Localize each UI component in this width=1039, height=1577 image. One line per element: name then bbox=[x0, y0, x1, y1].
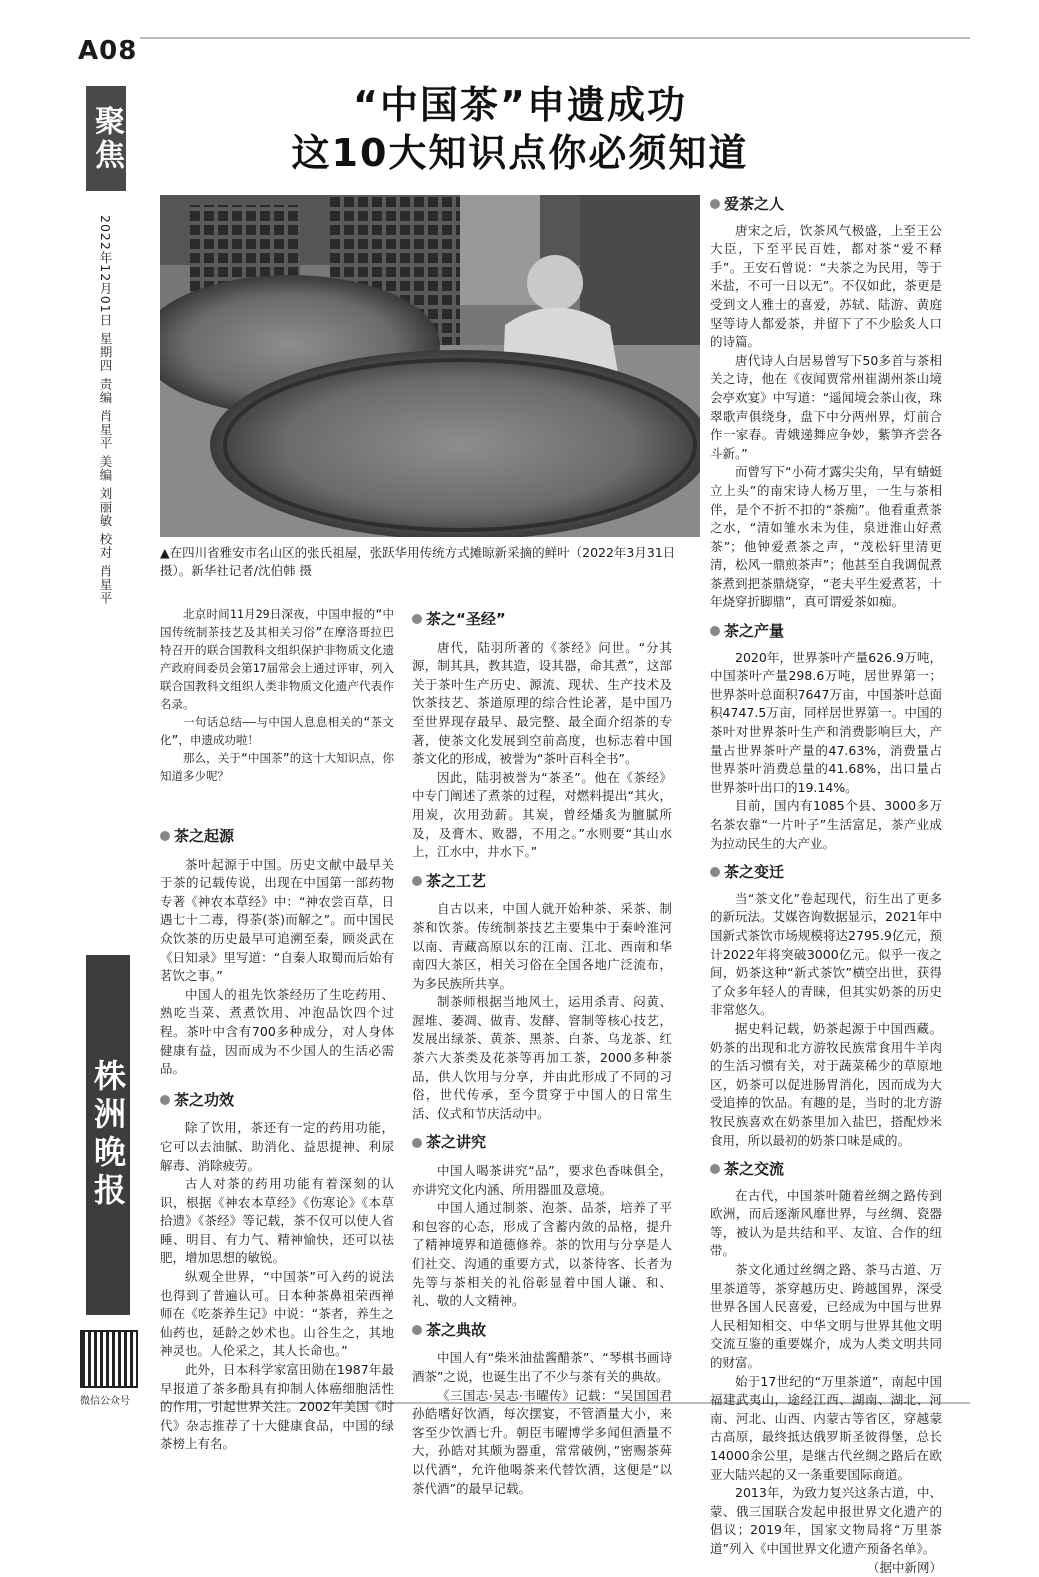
body-paragraph: 《三国志·吴志·韦曜传》记载：“吴国国君孙皓嗜好饮酒，每次摆宴，不管酒量大小，来客至少饮酒七升。朝臣韦曜博学多闻但酒量不大，孙皓对其颇为器重，常常破例，”密赐茶荈以代酒“，允许他喝茶来代替饮酒，这便是“以茶代酒”的最早记载。 bbox=[412, 1387, 672, 1496]
section-heading: 茶之讲究 bbox=[412, 1133, 672, 1152]
column-2 bbox=[412, 610, 672, 1498]
qr-label: 微信公众号 bbox=[80, 1396, 130, 1407]
intro-paragraph: 那么，关于“中国茶”的这十大知识点，你知道多少呢？ bbox=[160, 751, 394, 783]
body-paragraph: 唐代，陆羽所著的《茶经》问世。“分其源，制其具，教其造，设其器，命其煮”，这部关于茶叶生产历史、源流、现状、生产技术及饮茶技艺、茶道原理的综合性论著，是中国乃至世界现存最早、最完整、最全面介绍茶的专著，使茶文化发展到空前高度，也标志着中国茶文化的形成，被誉为“茶叶百科全书”。 bbox=[412, 639, 672, 767]
page-number: A08 bbox=[78, 36, 138, 66]
body-paragraph: 中国人通过制茶、泡茶、品茶，培养了平和包容的心态，形成了含蓄内敛的品格，提升了精神境界和道德修养。茶的饮用与分享是人们社交、沟通的重要方式，以茶待客、长者为先等与茶相关的礼俗彰显着中国人谦、和、礼、敬的人文精神。 bbox=[412, 1200, 672, 1309]
intro-paragraph: 北京时间11月29日深夜，中国申报的“中国传统制茶技艺及其相关习俗”在摩洛哥拉巴特召开的联合国教科文组织保护非物质文化遗产政府间委员会第17届常会上通过评审，列入联合国教科文组织人类非物质文化遗产代表作名录。 bbox=[160, 607, 394, 711]
section-heading: 茶之典故 bbox=[412, 1321, 672, 1340]
body-paragraph: 中国人的祖先饮茶经历了生吃药用、熟吃当菜、煮煮饮用、冲泡品饮四个过程。茶叶中含有700多种成分，对人身体健康有益，因而成为不少国人的生活必需品。 bbox=[160, 986, 394, 1077]
body-paragraph: 此外，日本科学家富田勋在1987年最早报道了茶多酚具有抑制人体癌细胞活性的作用，引起世界关注。2002年美国《时代》杂志推荐了十大健康食品，中国的绿茶榜上有名。 bbox=[160, 1362, 394, 1452]
newspaper-logo: 株洲晚报 bbox=[86, 955, 130, 1315]
bullet-dot-icon bbox=[412, 1138, 422, 1148]
bullet-dot-icon bbox=[412, 876, 422, 886]
body-paragraph: 而曾写下“小荷才露尖尖角，早有蜻蜓立上头”的南宋诗人杨万里，一生与茶相伴，是个不折不扣的“茶痴”。他看重煮茶之水，“清如雏水未为佳，泉迸淮山好煮茶”；他钟爱煮茶之声，“茂松轩里清更清，松风一鼎煎茶声”；他甚至自我调侃煮茶煮到把茶鼎烧穿，“老夫平生爱煮茗，十年烧穿折脚鼎”，真可谓爱茶如痴。 bbox=[710, 464, 942, 610]
body-paragraph: 据史料记载，奶茶起源于中国西藏。奶茶的出现和北方游牧民族常食用牛羊肉的生活习惯有关，对于蔬菜稀少的草原地区，奶茶可以促进肠胃消化，因而成为大受追捧的饮品。有趣的是，当时的北方游牧民族喜欢在奶茶里加入盐巴，搭配炒米食用，所以最初的奶茶口味是咸的。 bbox=[710, 1020, 942, 1148]
qr-code-icon[interactable] bbox=[80, 1330, 138, 1388]
photo-caption: ▲在四川省雅安市名山区的张氏祖屋，张跃华用传统方式摊晾新采摘的鲜叶（2022年3月31日摄）。新华社记者/沈伯韩 摄 bbox=[160, 545, 676, 578]
bullet-dot-icon bbox=[412, 614, 422, 624]
section-heading: 茶之产量 bbox=[710, 622, 942, 641]
body-paragraph: 在古代，中国茶叶随着丝绸之路传到欧洲，而后逐渐风靡世界，与丝绸、瓷器等，被认为是共结和平、友谊、合作的纽带。 bbox=[710, 1187, 942, 1259]
section-heading: 茶之功效 bbox=[160, 1091, 394, 1110]
body-paragraph: 茶文化通过丝绸之路、茶马古道、万里茶道等，茶穿越历史、跨越国界，深受世界各国人民喜爱，已经成为中国与世界人民相知相交、中华文明与世界其他文明交流互鉴的重要媒介，成为人类文明共同的财富。 bbox=[710, 1262, 942, 1371]
body-paragraph: 唐宋之后，饮茶风气极盛，上至王公大臣，下至平民百姓，都对茶“爱不释手”。王安石曾说：“夫茶之为民用，等于米盐，不可一日以无”。不仅如此，茶更是受到文人雅士的喜爱，苏轼、陆游、黄庭坚等诗人都爱茶，并留下了不少脍炙人口的诗篇。 bbox=[710, 222, 942, 350]
body-paragraph: 古人对茶的药用功能有着深刻的认识，根据《神农本草经》《伤寒论》《本草拾遗》《茶经》等记载，茶不仅可以使人省睡、明目、有力气、精神愉快，还可以祛肥，增加思想的敏锐。 bbox=[160, 1176, 394, 1266]
section-heading: 爱茶之人 bbox=[710, 195, 942, 214]
body-paragraph: 中国人有“柴米油盐酱醋茶”、“琴棋书画诗酒茶”之说，也诞生出了不少与茶有关的典故。 bbox=[412, 1350, 672, 1384]
body-paragraph: 纵观全世界，“中国茶”可入药的说法也得到了普遍认可。日本种茶鼻祖荣西禅师在《吃茶养生记》中说：“茶者，养生之仙药也，延龄之妙术也。山谷生之，其地神灵也。人伦采之，其人长命也。” bbox=[160, 1269, 394, 1359]
source-note: （据中新网） bbox=[866, 1559, 942, 1575]
bullet-dot-icon bbox=[710, 626, 720, 636]
body-paragraph: 2013年，为致力复兴这条古道，中、蒙、俄三国联合发起申报世界文化遗产的倡议；2019年，国家文物局将“万里茶道”列入《中国世界文化遗产预备名单》。 bbox=[710, 1485, 942, 1556]
body-paragraph: 自古以来，中国人就开始种茶、采茶、制茶和饮茶。传统制茶技艺主要集中于秦岭淮河以南、青藏高原以东的江南、江北、西南和华南四大茶区，相关习俗在全国各地广泛流布，为多民族所共享。 bbox=[412, 901, 672, 991]
bullet-dot-icon bbox=[160, 831, 170, 841]
headline-line1: “中国茶”申遗成功 bbox=[353, 83, 687, 127]
section-label: 聚焦 bbox=[86, 86, 126, 191]
section-heading: 茶之“圣经” bbox=[412, 610, 672, 629]
column-3 bbox=[710, 195, 942, 1577]
tea-photo bbox=[160, 195, 700, 537]
side-date-info: 2022年12月01日 星期四 责编 肖星平 美编 刘丽敏 校对 肖星平 bbox=[98, 215, 113, 605]
body-paragraph: 始于17世纪的“万里茶道”，南起中国福建武夷山，途经江西、湖南、湖北、河南、河北、山西、内蒙古等省区，穿越蒙古高原，最终抵达俄罗斯圣彼得堡，总长14000余公里，是继古代丝绸之路后在欧亚大陆兴起的又一条重要国际商道。 bbox=[710, 1373, 942, 1482]
body-paragraph: 制茶师根据当地风土，运用杀青、闷黄、渥堆、萎凋、做青、发酵、窨制等核心技艺，发展出绿茶、黄茶、黑茶、白茶、乌龙茶、红茶六大茶类及花茶等再加工茶，2000多种茶品，供人饮用与分享，并由此形成了不同的习俗，世代传承，至今贯穿于中国人的日常生活、仪式和节庆活动中。 bbox=[412, 994, 672, 1121]
body-paragraph: 茶叶起源于中国。历史文献中最早关于茶的记载传说，出现在中国第一部药物专著《神农本草经》中：“神农尝百草，日遇七十二毒，得荼(茶)而解之”。而中国民众饮茶的历史最早可追溯至秦，顾炎武在《日知录》里写道：“自秦人取蜀而后始有茗饮之事。” bbox=[160, 856, 394, 984]
body-paragraph: 除了饮用，茶还有一定的药用功能，它可以去油腻、助消化、益思提神、利尿解毒、消除疲劳。 bbox=[160, 1120, 394, 1173]
top-rule bbox=[140, 37, 970, 39]
bullet-dot-icon bbox=[710, 199, 720, 209]
body-paragraph: 因此，陆羽被誉为“茶圣”。他在《茶经》中专门阐述了煮茶的过程，对燃料提出“其火，用炭，次用劲薪。其炭，曾经燔炙为膻腻所及，及膏木、败器，不用之。”水则要“其山水上，江水中，井水下。” bbox=[412, 769, 672, 860]
intro-block bbox=[160, 605, 394, 785]
section-heading: 茶之交流 bbox=[710, 1160, 942, 1179]
body-paragraph: 目前，国内有1085个县、3000多万名茶农靠“一片叶子”生活富足，茶产业成为拉动民生的大产业。 bbox=[710, 798, 942, 851]
bullet-dot-icon bbox=[710, 867, 720, 877]
body-paragraph: 唐代诗人白居易曾写下50多首与茶相关之诗，他在《夜闻贾常州崔湖州茶山境会亭欢宴》中写道：“遥闻境会茶山夜，珠翠歌声俱绕身，盘下中分两州界，灯前合作一家春。青娥递舞应争妙，紫笋齐尝各斗新。” bbox=[710, 352, 942, 461]
body-paragraph: 中国人喝茶讲究“品”，要求色香味俱全，亦讲究文化内涵、所用器皿及意境。 bbox=[412, 1163, 672, 1197]
body-paragraph: 2020年，世界茶叶产量626.9万吨，中国茶叶产量298.6万吨，居世界第一；世界茶叶总面积7647万亩，中国茶叶总面积4747.5万亩，同样居世界第一。中国的茶叶对世界茶叶生产和消费影响巨大，产量占世界茶叶产量的47.63%，消费量占世界茶叶消费总量的41.68%，出口量占世界茶叶出口的19.14%。 bbox=[710, 649, 942, 795]
intro-paragraph: 一句话总结——与中国人息息相关的“茶文化”，申遗成功啦！ bbox=[160, 715, 394, 747]
body-paragraph: 当“茶文化”卷起现代，衍生出了更多的新玩法。艾媒咨询数据显示，2021年中国新式茶饮市场规模将达2795.9亿元，预计2022年将突破3000亿元。似乎一夜之间，奶茶这种“新式茶饮”横空出世，获得了众多年轻人的青睐，但其实奶茶的历史非常悠久。 bbox=[710, 890, 942, 1018]
bullet-dot-icon bbox=[412, 1325, 422, 1335]
section-heading: 茶之起源 bbox=[160, 827, 394, 846]
tea-photo-illustration bbox=[160, 195, 700, 537]
section-heading: 茶之工艺 bbox=[412, 872, 672, 891]
bullet-dot-icon bbox=[160, 1095, 170, 1105]
headline-line2: 这10大知识点你必须知道 bbox=[291, 131, 749, 175]
column-1 bbox=[160, 605, 394, 1454]
section-heading: 茶之变迁 bbox=[710, 863, 942, 882]
bullet-dot-icon bbox=[710, 1164, 720, 1174]
